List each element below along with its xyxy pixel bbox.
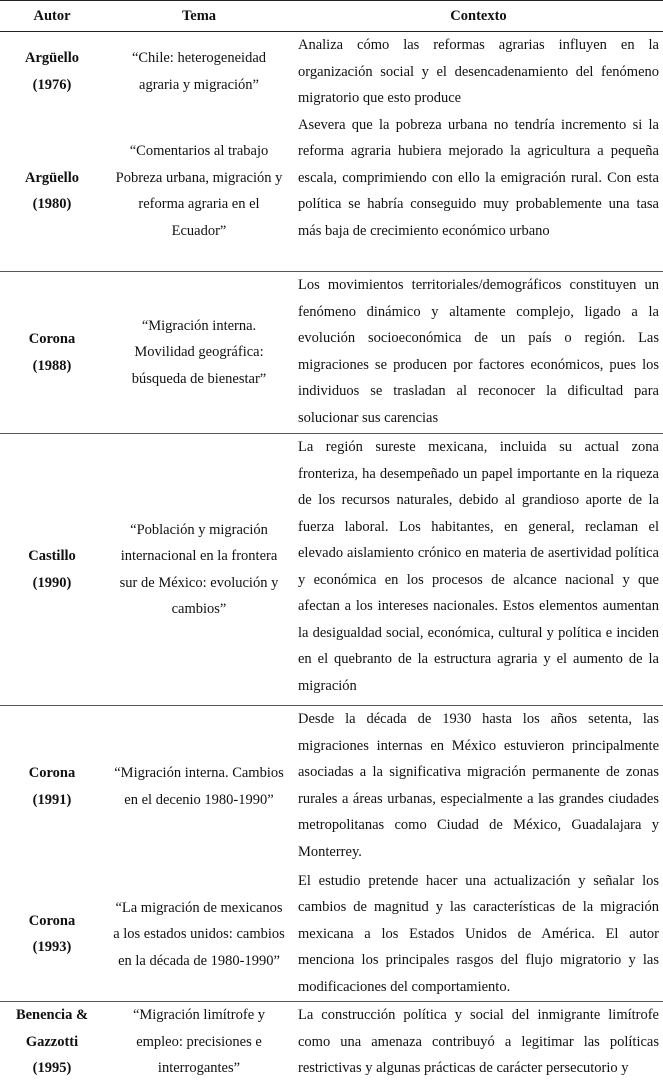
autor-year: (1980) — [32, 196, 72, 213]
autor-year: (1991) — [32, 791, 72, 808]
table-row — [0, 434, 663, 706]
autor-cell — [0, 1002, 104, 1092]
tema-cell: “Comentarios al trabajo Pobreza urbana, migración y reforma agraria en el Ecuador” — [115, 143, 283, 239]
autor-name: Argüello — [25, 50, 79, 67]
autor-year: (1976) — [32, 76, 72, 93]
header-row — [0, 1, 663, 32]
autor-name: Argüello — [25, 169, 79, 186]
autor-name: Corona — [28, 765, 76, 782]
tema-cell: “Población y migración internacional en la frontera sur de México: evolución y cambios” — [104, 434, 294, 706]
tema-cell: “La migración de mexicanos a los estados unidos: cambios en la década de 1980-1990” — [113, 899, 285, 969]
autor-name: Corona — [28, 912, 76, 929]
autor-cell — [0, 706, 104, 868]
table-row — [0, 706, 663, 868]
autor-name: Benencia & Gazzotti — [15, 1007, 89, 1050]
contexto-cell: Los movimientos territoriales/demográficos constituyen un fenómeno dinámico y altamente complejo, ligado a la evolución socioeconómica de un país o región. Las migraciones se producen por factores económicos, pues los individuos se trasladan al reconocer la dificultad para solucionar sus carencias — [294, 272, 663, 434]
autor-cell — [0, 434, 104, 706]
autor-cell — [0, 272, 104, 434]
contexto-cell: Asevera que la pobreza urbana no tendría incremento si la reforma agraria hubiera mejorado la agricultura a pequeña escala, comprimiendo con ello la emigración rural. Con esta política se habría conseguido muy probablemente una tasa más baja de crecimiento económico urbano — [298, 116, 659, 239]
tema-cell: “Migración interna. Movilidad geográfica: búsqueda de bienestar” — [104, 272, 294, 434]
autor-cell — [0, 32, 104, 112]
contexto-cell: Desde la década de 1930 hasta los años setenta, las migraciones internas en México estuvieron principalmente asociadas a la significativa migración permanente de zonas rurales a áreas urbanas, especialmente a las grandes ciudades metropolitanas como Ciudad de México, Guadalajara y Monterrey. — [294, 706, 663, 868]
header-autor: Autor — [0, 1, 104, 32]
contexto-cell: La construcción política y social del inmigrante limítrofe como una amenaza contribuyó a legitimar las políticas restrictivas y algunas prácticas de carácter persecutorio y — [294, 1002, 663, 1092]
tema-cell: “Chile: heterogeneidad agraria y migración” — [104, 32, 294, 112]
autor-cell — [0, 868, 104, 1002]
contexto-cell: Analiza cómo las reformas agrarias influyen en la organización social y el desencadenamiento del fenómeno migratorio que esto produce — [294, 32, 663, 112]
autor-year: (1993) — [32, 939, 72, 956]
table-row — [0, 112, 663, 272]
autor-name: Corona — [28, 331, 76, 347]
contexto-cell: La región sureste mexicana, incluida su actual zona fronteriza, ha desempeñado un papel importante en la riqueza de los recursos naturales, debido al grandioso aporte de la fuerza laboral. Los habitantes, en general, reclaman el elevado aislamiento crónico en materia de asertividad política y económica en los procesos de alcance nacional y que afectan a los intereses nacionales. Estos elementos aumentan la desigualdad social, económica, cultural y política e inciden en el quebranto de la estructura agraria y el aumento de la migración — [294, 434, 663, 706]
tema-cell: “Migración limítrofe y empleo: precisiones e interrogantes” — [104, 1002, 294, 1092]
table-row — [0, 1002, 663, 1092]
contexto-cell: El estudio pretende hacer una actualización y señalar los cambios de magnitud y las características de la migración mexicana a los Estados Unidos de América. El autor menciona los principales rasgos del flujo migratorio y las modificaciones del comportamiento. — [298, 872, 659, 995]
autor-cell — [0, 112, 104, 272]
table-row — [0, 272, 663, 434]
header-contexto: Contexto — [294, 1, 663, 32]
header-tema: Tema — [104, 1, 294, 32]
autor-year: (1995) — [32, 1060, 72, 1076]
autor-name: Castillo — [28, 548, 76, 564]
autor-year: (1988) — [32, 357, 72, 374]
table-row — [0, 868, 663, 1002]
autor-year: (1990) — [32, 574, 72, 591]
tema-cell: “Migración interna. Cambios en el decenio 1980-1990” — [104, 706, 294, 868]
table-row — [0, 32, 663, 112]
